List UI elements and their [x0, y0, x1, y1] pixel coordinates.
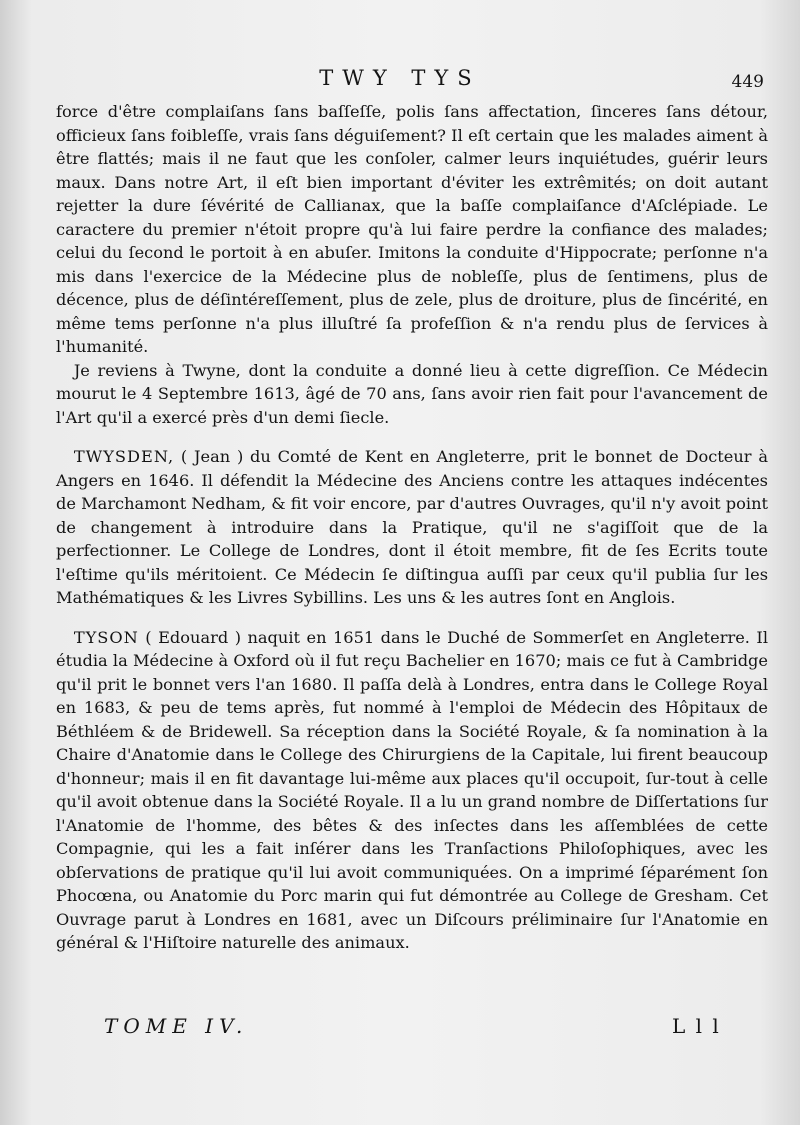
- paragraph-continuation: force d'être complaiſans ſans baſſeſſe, polis ſans affectation, ſinceres ſans détour, officieux ſans foibleſſe, vrais ſans déguiſement? Il eſt certain que les malades aiment à être flattés; mais il ne faut que les conſoler, calmer leurs inquiétudes, guérir leurs maux. Dans notre Art, il eſt bien important d'éviter les extrêmités; on doit autant rejetter la dure ſévérité de Callianax, que la baſſe complaiſance d'Aſclépiade. Le caractere du premier n'étoit propre qu'à lui faire perdre la confiance des malades; celui du ſecond le portoit à en abuſer. Imitons la conduite d'Hippocrate; perſonne n'a mis dans l'exercice de la Médecine plus de nobleſſe, plus de ſentimens, plus de décence, plus de déſintéreſſement, plus de zele, plus de droiture, plus de ſincérité, en même tems perſonne n'a plus illuſtré ſa profeſſion & n'a rendu plus de ſervices à l'humanité.: [56, 102, 768, 356]
- page-number: 449: [731, 72, 764, 92]
- entry-text: ( Jean ) du Comté de Kent en Angleterre, prit le bonnet de Docteur à Angers en 1646. Il défendit la Médecine des Anciens contre les attaques indécentes de Marchamont Nedham, & fit voir encore, par d'autres Ouvrages, qu'il n'y avoit point de changement à introduire dans la Pratique, qu'il ne s'agiſſoit que de la perfectionner. Le College de Londres, dont il étoit membre, fit de ſes Ecrits toute l'eſtime qu'ils méritoient. Ce Médecin ſe diſtingua auſſi par ceux qu'il publia ſur les Mathématiques & les Livres Sybillins. Les uns & les autres ſont en Anglois.: [56, 447, 768, 607]
- body-text: [56, 100, 768, 955]
- footer-signature: L l l: [672, 1014, 721, 1038]
- entry-twysden: [56, 445, 768, 610]
- running-head: TWY TYS: [319, 66, 481, 90]
- footer-tome: TOME IV.: [104, 1014, 249, 1038]
- paragraph-twyne: Je reviens à Twyne, dont la conduite a donné lieu à cette digreſſion. Ce Médecin mourut le 4 Septembre 1613, âgé de 70 ans, ſans avoir rien fait pour l'avancement de l'Art qu'il a exercé près d'un demi ſiecle.: [56, 360, 768, 427]
- entry-text: ( Edouard ) naquit en 1651 dans le Duché de Sommerſet en Angleterre. Il étudia la Médecine à Oxford où il fut reçu Bachelier en 1670; mais ce fut à Cambridge qu'il prit le bonnet vers l'an 1680. Il paſſa delà à Londres, entra dans le College Royal en 1683, & peu de tems après, fut nommé à l'emploi de Médecin des Hôpitaux de Béthléem & de Bridewell. Sa réception dans la Société Royale, & ſa nomination à la Chaire d'Anatomie dans le College des Chirurgiens de la Capitale, lui firent beaucoup d'honneur; mais il en fit davantage lui-même aux places qu'il occupoit, ſur-tout à celle qu'il avoit obtenue dans la Société Royale. Il a lu un grand nombre de Diſſertations ſur l'Anatomie de l'homme, des bêtes & des inſectes dans les aſſemblées de cette Compagnie, qui les a fait inſérer dans les Tranſactions Philoſophiques, avec les obſervations de pratique qu'il lui avoit communiquées. On a imprimé ſéparément ſon Phocœna, ou Anatomie du Porc marin qui fut démontrée au College de Gresham. Cet Ouvrage parut à Londres en 1681, avec un Diſcours préliminaire ſur l'Anatomie en général & l'Hiſtoire naturelle des animaux.: [56, 627, 768, 952]
- entry-headword: TYSON: [73, 627, 139, 647]
- entry-tyson: [56, 626, 768, 955]
- entry-headword: TWYSDEN,: [73, 447, 175, 466]
